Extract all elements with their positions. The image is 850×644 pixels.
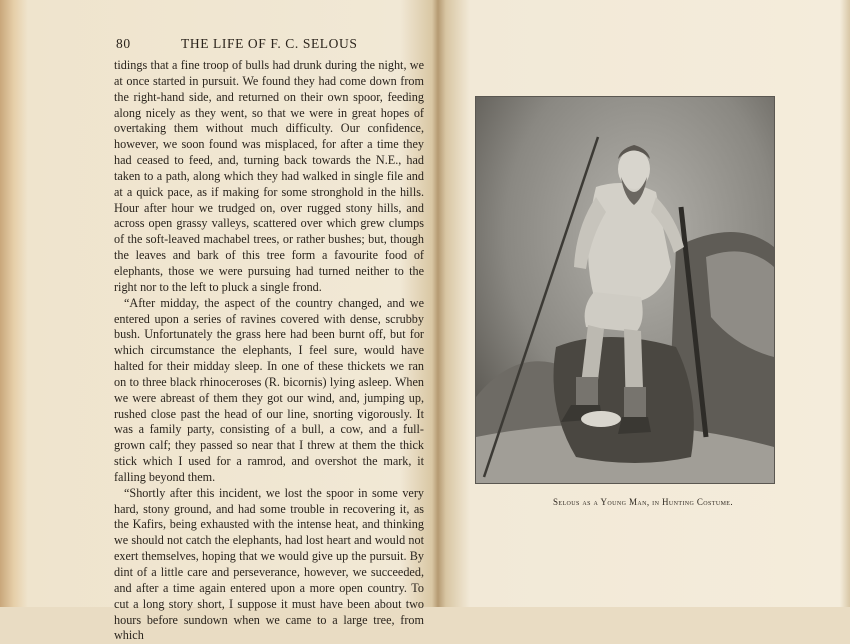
paragraph: “Shortly after this incident, we lost the spoor in some very hard, stony ground, and had some trouble in recovering it, as the Kafirs, being exhausted with the intense heat, and thinking we should not catch the elephants, had lost heart and would not exert themselves, hoping that we would give up the pursuit. By dint of a little care and perseverance, however, we succeeded, and after a time again entered upon a more open country. To cut a long story short, I suppose it must have been about two hours before sundown when we came to a large tree, from which [114,485,424,643]
portrait-illustration [476,97,774,483]
portrait-photograph [475,96,775,484]
running-head-title: THE LIFE OF F. C. SELOUS [181,36,358,51]
left-page [22,0,437,643]
plate-caption: Selous as a Young Man, in Hunting Costume. [552,497,734,507]
body-text [114,58,424,644]
paragraph: tidings that a fine troop of bulls had drunk during the night, we at once started in pursuit. We found they had come down from the right-hand side, and returned on their own spoor, feeding along nicely as they went, so that we were in great hopes of overtaking them without much difficulty. Our confidence, however, we soon found was misplaced, for after a time they had ceased to feed, and, turning back towards the N.E., had taken to a path, along which they had walked in single file and at a quick pace, as if making for some stronghold in the hills. Hour after hour we trudged on, over rugged stony hills, and across open grassy valleys, scattered over which grew clumps of the soft-leaved machabel trees, or rather bushes; but, though the leaves and bark of this tree form a favourite food of elephants, those we were pursuing had turned neither to the right nor to the left to pluck a single frond. [114,58,424,294]
page-number: 80 [116,36,131,51]
paragraph: “After midday, the aspect of the country changed, and we entered upon a series of ravines covered with dense, scrubby bush. Unfortunately the grass here had been burnt off, but for which circumstance the elephants, I feel sure, would have halted for their midday sleep. In one of these thickets we ran on to three black rhinoceroses (R. bicornis) lying asleep. When we were abreast of them they got our wind, and, jumping up, rushed close past the head of our line, snorting vigorously. It was a family party, consisting of a bull, a cow, and a full-grown calf; they passed so near that I threw at them the thick stick which I used for a ramrod, and overshot the mark, it falling beyond them. [114,295,424,484]
right-page [443,0,843,607]
